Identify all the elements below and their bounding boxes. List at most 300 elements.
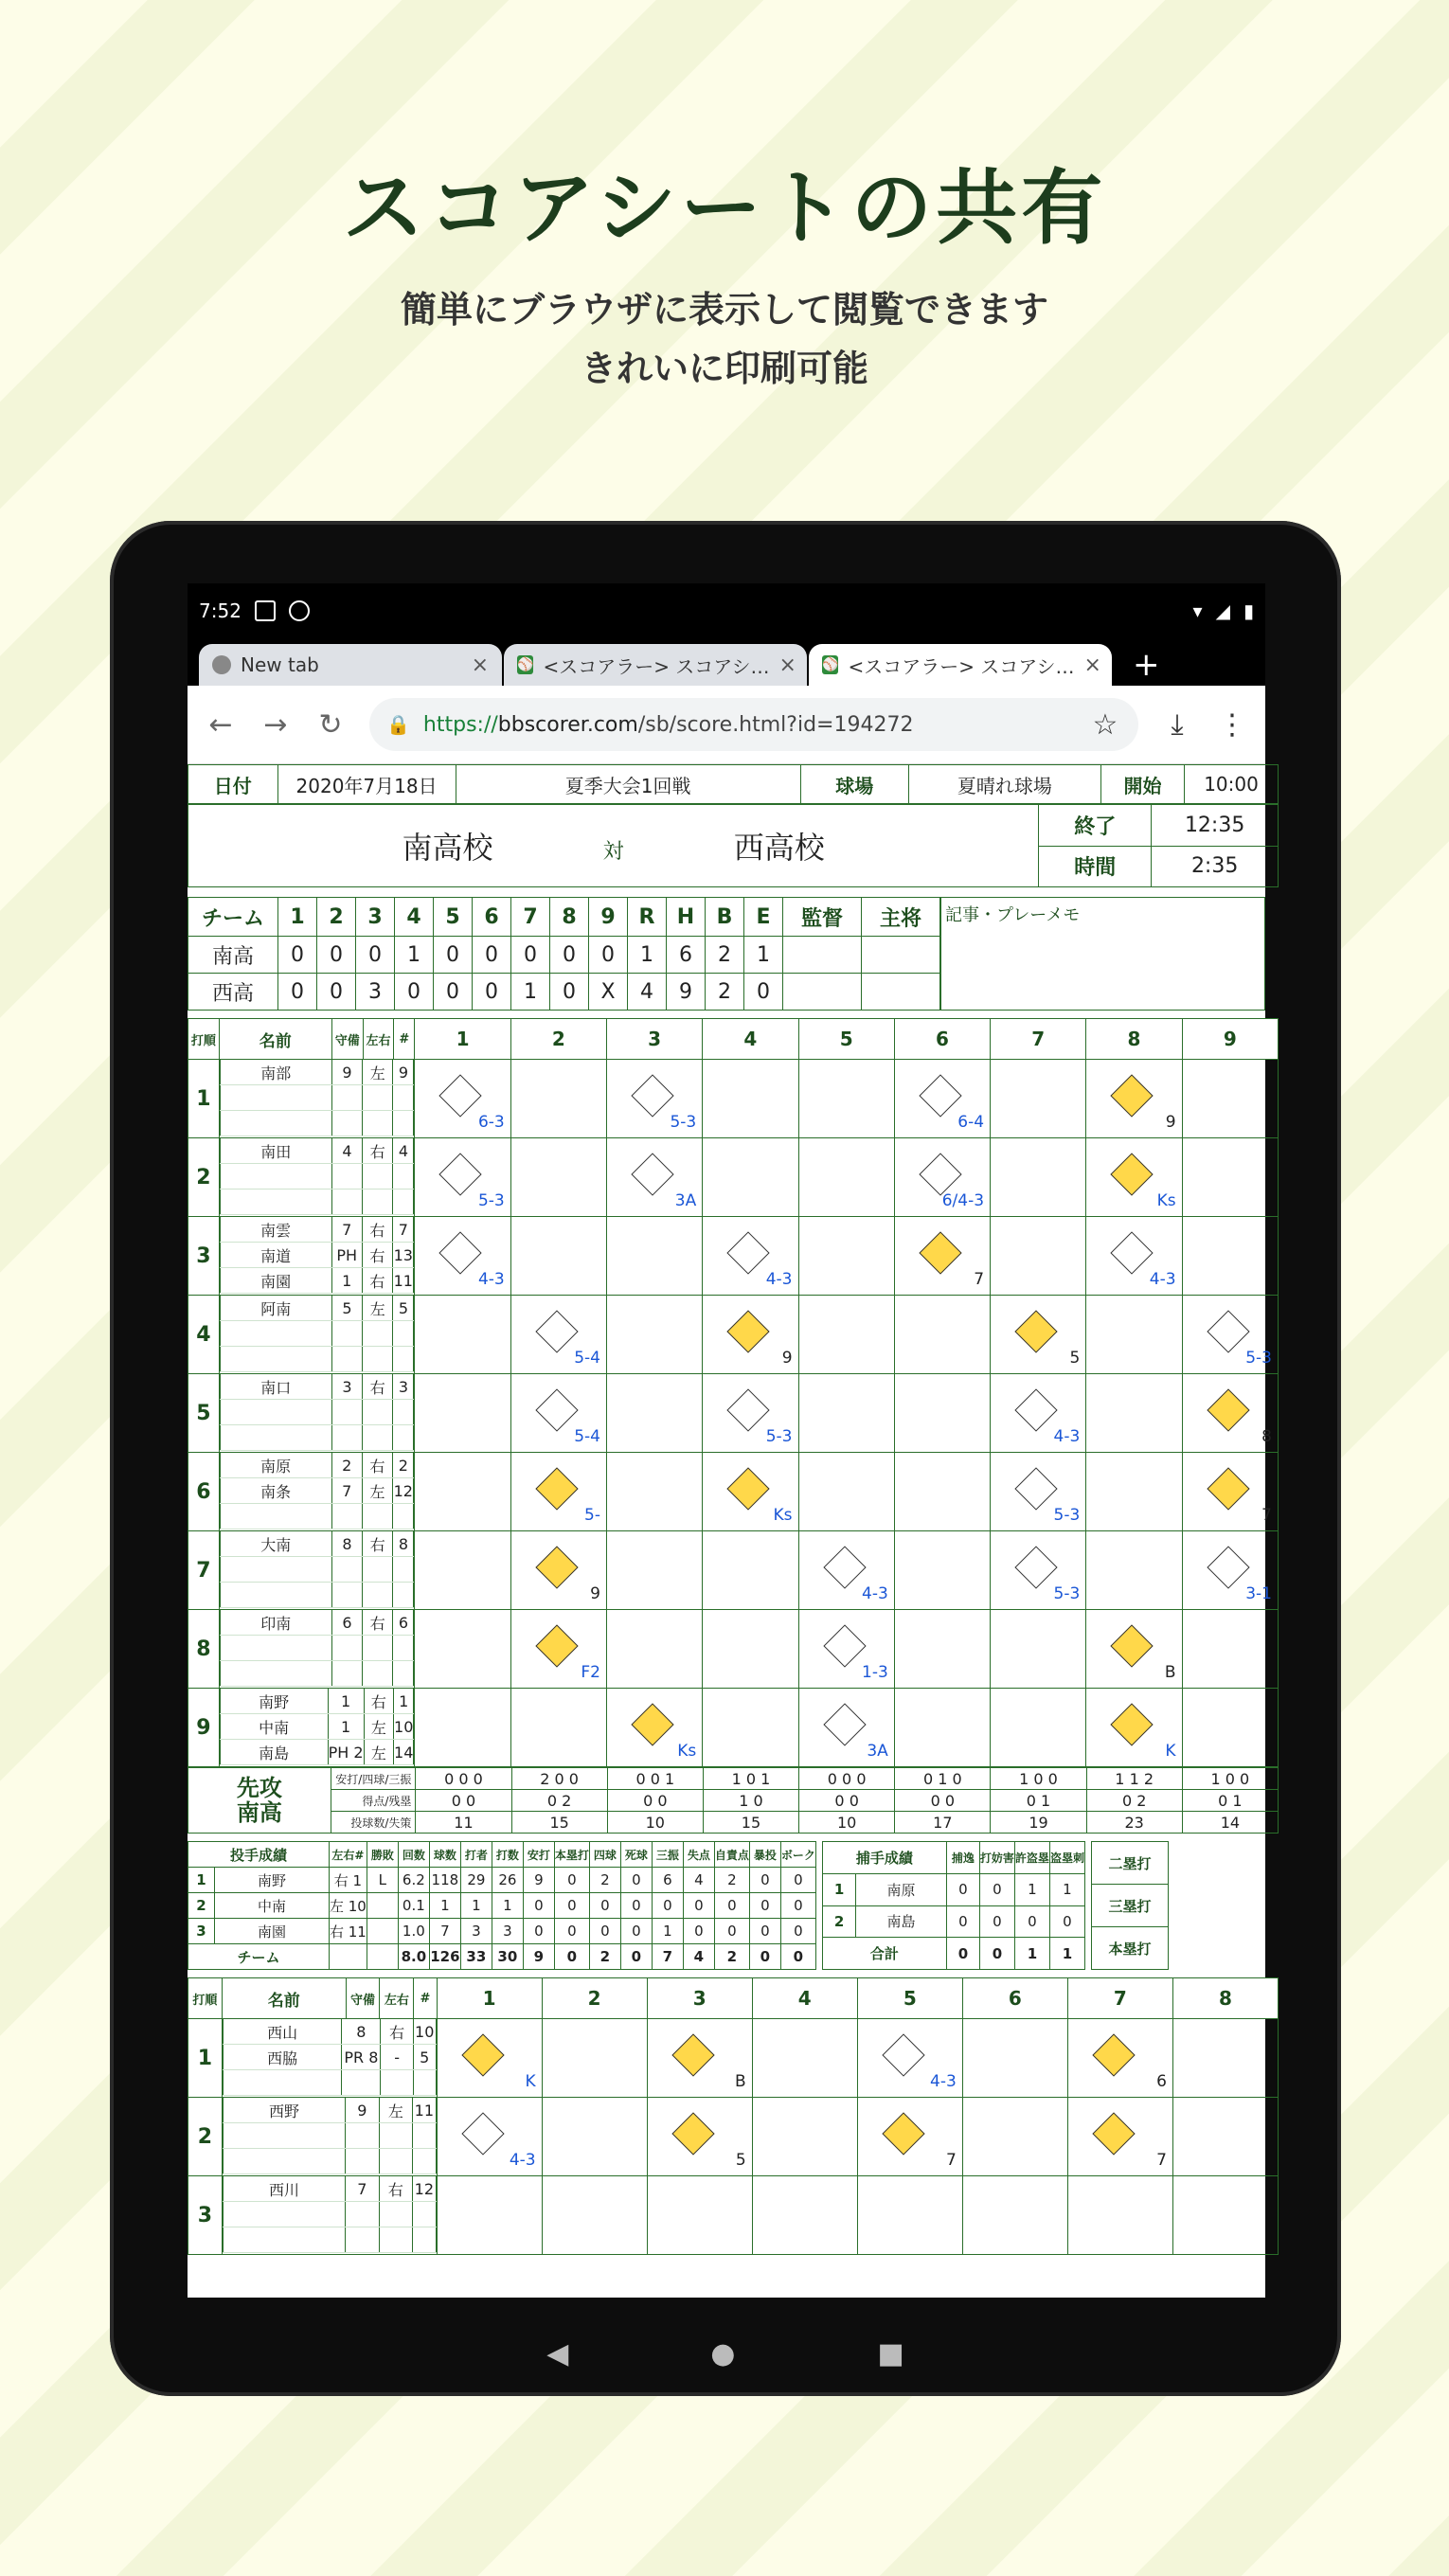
- extra-hits-table: [1091, 1841, 1169, 1970]
- line-score-header: 7: [511, 898, 550, 937]
- at-bat-cell: [606, 1374, 702, 1453]
- line-score-team: 南高: [188, 937, 278, 974]
- at-bat-cell: [991, 1453, 1086, 1531]
- player-bats: [379, 2227, 412, 2253]
- at-bat-cell: [798, 1060, 894, 1138]
- pitching-cell: 0: [780, 1893, 815, 1919]
- recents-nav-icon[interactable]: ■: [877, 2336, 904, 2370]
- at-bat-cell: [415, 1060, 510, 1138]
- player-list: [220, 1531, 415, 1608]
- at-bat-cell: [542, 2098, 647, 2176]
- menu-icon[interactable]: ⋮: [1218, 707, 1246, 742]
- player-position: [331, 1400, 362, 1425]
- pitching-team-cell: 4: [683, 1944, 714, 1970]
- pitching-cell: 右 1: [330, 1868, 367, 1893]
- catching-header: 捕手成績: [822, 1842, 946, 1874]
- player-bats: [363, 1347, 393, 1372]
- player-number: [393, 1557, 414, 1583]
- tab-new-tab[interactable]: [199, 644, 502, 686]
- line-score-cell: 9: [667, 974, 706, 1011]
- pitching-cell: 3: [492, 1919, 523, 1944]
- player-name: [220, 1085, 331, 1111]
- pitching-header: 勝敗: [367, 1842, 398, 1868]
- play-result: 4-3: [477, 1270, 505, 1289]
- player-number: [393, 1085, 414, 1111]
- pitching-team-cell: 0: [780, 1944, 815, 1970]
- end-label: 終了: [1039, 805, 1152, 847]
- line-score-header: 1: [278, 898, 317, 937]
- at-bat-cell: [1086, 1610, 1182, 1689]
- batting-header: 9: [1182, 1019, 1278, 1060]
- pitching-cell: L: [367, 1868, 398, 1893]
- line-score-team: 西高: [188, 974, 278, 1011]
- play-result: 7: [974, 1270, 985, 1289]
- duration: 2:35: [1152, 846, 1279, 887]
- player-number: 1: [393, 1689, 414, 1714]
- pitching-team-cell: [367, 1944, 398, 1970]
- base-diamond-icon: [439, 1231, 482, 1274]
- base-diamond-icon: [631, 1074, 673, 1117]
- player-bats: 右: [362, 1217, 392, 1243]
- line-score-header: 監督: [783, 898, 862, 937]
- at-bat-cell: [894, 1610, 990, 1689]
- line-score-header: R: [628, 898, 667, 937]
- base-diamond-icon: [439, 1153, 482, 1195]
- player-position: [331, 1085, 362, 1111]
- forward-icon[interactable]: →: [263, 707, 288, 742]
- player-names: [222, 2098, 437, 2176]
- player-list: [223, 2019, 437, 2096]
- player-name: 南島: [220, 1740, 328, 1765]
- reload-icon[interactable]: ↻: [318, 707, 343, 742]
- batting-header: 名前: [222, 1978, 346, 2019]
- at-bat-cell: [857, 2098, 962, 2176]
- pitching-cell: 2: [188, 1893, 215, 1919]
- at-bat-cell: [798, 1610, 894, 1689]
- pitching-header: 自責点: [714, 1842, 749, 1868]
- at-bat-cell: [1182, 1610, 1278, 1689]
- batting-header: 6: [894, 1019, 990, 1060]
- catching-cell: 0: [979, 1905, 1014, 1938]
- back-icon[interactable]: ←: [208, 707, 233, 742]
- line-score-header: 9: [589, 898, 628, 937]
- catching-total-cell: 0: [946, 1938, 979, 1970]
- player-number: [393, 1425, 414, 1451]
- player-number: [393, 1111, 414, 1136]
- batting-header: 7: [1067, 1978, 1172, 2019]
- new-tab-button[interactable]: +: [1133, 646, 1160, 684]
- player-name: 南条: [220, 1478, 331, 1504]
- play-result: 7: [1261, 1506, 1272, 1525]
- at-bat-cell: [510, 1610, 606, 1689]
- stat-value: 10: [607, 1812, 703, 1834]
- catching-total-cell: 0: [979, 1938, 1014, 1970]
- player-number: [393, 1504, 414, 1530]
- pitching-team-cell: 0: [749, 1944, 780, 1970]
- base-diamond-icon: [461, 2112, 504, 2155]
- player-number: 8: [393, 1531, 414, 1557]
- tab-scorer-2[interactable]: [809, 644, 1112, 686]
- batting-header: 4: [752, 1978, 857, 2019]
- play-result: 9: [1165, 1113, 1176, 1132]
- stat-value: 0 2: [1086, 1790, 1182, 1812]
- play-result: 6-4: [957, 1113, 985, 1132]
- catching-cell: 南原: [856, 1873, 947, 1905]
- play-result: 4-3: [862, 1584, 888, 1603]
- at-bat-cell: [415, 1296, 510, 1374]
- player-bats: [363, 1400, 393, 1425]
- player-position: [331, 1111, 362, 1136]
- batting-order: 3: [188, 1217, 220, 1296]
- at-bat-cell: [437, 2176, 542, 2255]
- top-stats-table: [188, 1767, 1279, 1834]
- player-number: [393, 1164, 414, 1190]
- base-diamond-icon: [919, 1231, 961, 1274]
- promo-subtitle-line2: きれいに印刷可能: [580, 348, 868, 389]
- at-bat-cell: [894, 1060, 990, 1138]
- at-bat-cell: [703, 1531, 798, 1610]
- pitching-cell: 1.0: [398, 1919, 429, 1944]
- pitching-header: 投手成績: [188, 1842, 330, 1868]
- play-result: 5-3: [1053, 1584, 1081, 1603]
- player-bats: [379, 2202, 412, 2227]
- battery-icon: ▮: [1243, 599, 1254, 622]
- player-number: 12: [413, 2176, 436, 2202]
- date-label: 日付: [188, 765, 278, 804]
- base-diamond-icon: [631, 1153, 673, 1195]
- player-number: [413, 2123, 436, 2149]
- pitching-cell: 南園: [215, 1919, 330, 1944]
- pitching-cell: 左 10: [330, 1893, 367, 1919]
- home-nav-icon[interactable]: ●: [710, 2336, 736, 2370]
- at-bat-cell: [437, 2098, 542, 2176]
- at-bat-cell: [991, 1296, 1086, 1374]
- start-label: 開始: [1101, 765, 1185, 804]
- base-diamond-icon: [535, 1624, 578, 1667]
- at-bat-cell: [991, 1531, 1086, 1610]
- player-name: [223, 2202, 345, 2227]
- game-info-table: [188, 764, 1279, 804]
- catching-header: 盗塁刺: [1049, 1842, 1084, 1874]
- at-bat-cell: [1182, 1217, 1278, 1296]
- pitching-cell: 中南: [215, 1893, 330, 1919]
- player-position: [331, 1347, 362, 1372]
- at-bat-cell: [415, 1453, 510, 1531]
- pitching-cell: 0: [683, 1919, 714, 1944]
- line-score-cell: [783, 937, 862, 974]
- base-diamond-icon: [535, 1310, 578, 1352]
- player-number: 3: [393, 1374, 414, 1400]
- player-position: 8: [342, 2019, 381, 2045]
- batting-header: 3: [606, 1019, 702, 1060]
- wifi-icon: ▾: [1192, 599, 1203, 622]
- stat-value: 0 0: [416, 1790, 511, 1812]
- player-names: [219, 1217, 415, 1296]
- at-bat-cell: [962, 2176, 1067, 2255]
- base-diamond-icon: [882, 2033, 924, 2076]
- player-bats: [363, 1425, 393, 1451]
- player-position: [331, 1164, 362, 1190]
- player-bats: 右: [363, 1531, 393, 1557]
- back-nav-icon[interactable]: ◀: [546, 2336, 569, 2370]
- player-name: 南道: [220, 1243, 331, 1268]
- player-bats: -: [381, 2045, 413, 2070]
- system-nav-bar: [110, 2311, 1341, 2396]
- base-diamond-icon: [671, 2112, 714, 2155]
- at-bat-cell: [1182, 1296, 1278, 1374]
- tab-label: <スコアラー> スコアシ…: [543, 654, 770, 678]
- player-bats: 右: [362, 1268, 392, 1294]
- play-result: Ks: [773, 1506, 793, 1525]
- player-number: 11: [413, 2098, 436, 2123]
- player-name: [223, 2123, 345, 2149]
- at-bat-cell: [798, 1296, 894, 1374]
- player-bats: [362, 1504, 392, 1530]
- batting-header: 1: [415, 1019, 510, 1060]
- at-bat-cell: [991, 1610, 1086, 1689]
- line-score-cell: [862, 937, 940, 974]
- player-name: 南部: [220, 1060, 331, 1085]
- base-diamond-icon: [1092, 2033, 1135, 2076]
- base-diamond-icon: [1014, 1467, 1057, 1510]
- sync-icon: [289, 600, 310, 621]
- play-result: 5-3: [1053, 1506, 1081, 1525]
- at-bat-cell: [510, 1453, 606, 1531]
- player-position: 6: [331, 1610, 362, 1636]
- play-result: 3-1: [1245, 1584, 1272, 1603]
- away-team: 西高校: [733, 830, 825, 866]
- line-score-cell: 0: [473, 974, 511, 1011]
- play-result: 9: [781, 1349, 793, 1368]
- play-result: 5-3: [1245, 1349, 1272, 1368]
- game-date: 2020年7月18日: [277, 765, 456, 804]
- player-position: [331, 1636, 362, 1661]
- promo-subtitle-line1: 簡単にブラウザに表示して閲覧できます: [400, 289, 1048, 331]
- player-bats: [363, 1164, 393, 1190]
- catching-header: 捕逸: [946, 1842, 979, 1874]
- catching-cell: 1: [822, 1873, 855, 1905]
- line-score-cell: 6: [667, 937, 706, 974]
- play-result: 4-3: [509, 2151, 536, 2170]
- player-names: [219, 1610, 415, 1689]
- catching-cell: 0: [979, 1873, 1014, 1905]
- at-bat-cell: [415, 1138, 510, 1217]
- pitching-cell: 南野: [215, 1868, 330, 1893]
- player-number: 5: [413, 2045, 436, 2070]
- stat-value: 14: [1182, 1812, 1278, 1834]
- pitching-cell: 0: [554, 1919, 589, 1944]
- player-name: [220, 1190, 331, 1215]
- player-bats: [363, 1111, 393, 1136]
- at-bat-cell: [1182, 1138, 1278, 1217]
- close-icon[interactable]: ×: [778, 653, 796, 677]
- line-score-header: H: [667, 898, 706, 937]
- catching-total-cell: 1: [1014, 1938, 1049, 1970]
- play-result: 1-3: [862, 1663, 888, 1682]
- line-score-cell: 0: [317, 974, 356, 1011]
- bookmark-star-icon[interactable]: ☆: [1092, 707, 1118, 742]
- player-position: [346, 2123, 379, 2149]
- at-bat-cell: [1182, 1531, 1278, 1610]
- at-bat-cell: [510, 1217, 606, 1296]
- at-bat-cell: [894, 1217, 990, 1296]
- play-result: 8: [1261, 1427, 1272, 1446]
- at-bat-cell: [703, 1374, 798, 1453]
- play-result: 9: [590, 1584, 600, 1603]
- stat-value: 1 0: [703, 1790, 798, 1812]
- base-diamond-icon: [535, 1388, 578, 1431]
- player-position: [346, 2227, 379, 2253]
- at-bat-cell: [894, 1374, 990, 1453]
- pitching-cell: 29: [460, 1868, 492, 1893]
- player-number: 4: [393, 1138, 414, 1164]
- download-icon[interactable]: ⤓: [1171, 707, 1184, 742]
- stat-value: 0 0 0: [416, 1768, 511, 1790]
- pitching-team-cell: 2: [714, 1944, 749, 1970]
- stat-value: 0 1 0: [895, 1768, 991, 1790]
- pitching-team-cell: 7: [652, 1944, 683, 1970]
- line-score-cell: 0: [278, 974, 317, 1011]
- batting-header: 守備: [346, 1978, 380, 2019]
- line-score-cell: 1: [395, 937, 434, 974]
- batting-order: 6: [188, 1453, 220, 1531]
- player-name: [220, 1583, 331, 1608]
- base-diamond-icon: [1111, 1624, 1154, 1667]
- pitching-area: [188, 1841, 1265, 1970]
- pitching-cell: 118: [429, 1868, 460, 1893]
- pitching-cell: 0: [554, 1893, 589, 1919]
- player-list: [220, 1610, 415, 1687]
- pitching-cell: 4: [683, 1868, 714, 1893]
- pitching-cell: 0: [554, 1868, 589, 1893]
- play-result: K: [1165, 1742, 1176, 1761]
- base-diamond-icon: [1111, 1231, 1154, 1274]
- base-diamond-icon: [1207, 1310, 1249, 1352]
- player-names: [222, 2176, 437, 2255]
- pitching-cell: 1: [652, 1919, 683, 1944]
- tab-scorer-1[interactable]: [504, 644, 807, 686]
- at-bat-cell: [894, 1138, 990, 1217]
- at-bat-cell: [991, 1374, 1086, 1453]
- at-bat-cell: [647, 2019, 752, 2098]
- player-position: 4: [331, 1138, 362, 1164]
- base-diamond-icon: [1111, 1703, 1154, 1745]
- at-bat-cell: [798, 1453, 894, 1531]
- pitching-header: 左右#: [330, 1842, 367, 1868]
- catching-cell: 0: [1014, 1905, 1049, 1938]
- player-name: [220, 1111, 331, 1136]
- at-bat-cell: [1086, 1374, 1182, 1453]
- play-result: 5-3: [765, 1427, 793, 1446]
- venue: 夏晴れ球場: [908, 765, 1100, 804]
- player-position: 2: [331, 1453, 362, 1478]
- player-position: [331, 1557, 362, 1583]
- player-names: [222, 2019, 437, 2098]
- line-score-cell: 4: [628, 974, 667, 1011]
- base-diamond-icon: [1111, 1153, 1154, 1195]
- line-score-cell: 0: [589, 937, 628, 974]
- at-bat-cell: [703, 1217, 798, 1296]
- player-list: [220, 1689, 415, 1765]
- player-position: 9: [346, 2098, 379, 2123]
- at-bat-cell: [415, 1689, 510, 1767]
- catching-header: 許盗塁: [1014, 1842, 1049, 1874]
- player-bats: [381, 2070, 413, 2096]
- play-result: 5-3: [670, 1113, 697, 1132]
- pitching-cell: 0: [780, 1868, 815, 1893]
- extra-hit-label: 三塁打: [1091, 1885, 1168, 1927]
- base-diamond-icon: [727, 1388, 770, 1431]
- stat-value: 0 1: [1182, 1790, 1278, 1812]
- at-bat-cell: [647, 2098, 752, 2176]
- at-bat-cell: [1182, 1689, 1278, 1767]
- line-score-cell: 0: [395, 974, 434, 1011]
- address-bar[interactable]: [369, 698, 1138, 751]
- line-score-cell: 0: [278, 937, 317, 974]
- line-score-cell: 1: [744, 937, 783, 974]
- stat-value: 17: [895, 1812, 991, 1834]
- at-bat-cell: [752, 2098, 857, 2176]
- tablet-frame: [110, 521, 1341, 2396]
- player-bats: 左: [364, 1740, 393, 1765]
- base-diamond-icon: [1111, 1074, 1154, 1117]
- at-bat-cell: [703, 1138, 798, 1217]
- stat-value: 0 0 1: [607, 1768, 703, 1790]
- stat-value: 11: [416, 1812, 511, 1834]
- player-number: 11: [393, 1268, 414, 1294]
- play-result: F2: [581, 1663, 600, 1682]
- team-side-label: 先攻 南高: [188, 1768, 331, 1834]
- at-bat-cell: [606, 1453, 702, 1531]
- at-bat-cell: [415, 1217, 510, 1296]
- base-diamond-icon: [919, 1074, 961, 1117]
- line-score-header: E: [744, 898, 783, 937]
- player-position: 1: [328, 1714, 364, 1740]
- at-bat-cell: [1182, 1453, 1278, 1531]
- at-bat-cell: [510, 1689, 606, 1767]
- stat-label: 投球数/失策: [331, 1812, 416, 1834]
- line-score-cell: 0: [434, 974, 473, 1011]
- play-result: B: [1164, 1663, 1176, 1682]
- batting-header: 2: [542, 1978, 647, 2019]
- player-name: [223, 2227, 345, 2253]
- player-bats: 左: [363, 1296, 393, 1321]
- player-bats: 右: [381, 2019, 413, 2045]
- player-name: 南原: [220, 1453, 331, 1478]
- stat-value: 1 1 2: [1086, 1768, 1182, 1790]
- duration-label: 時間: [1039, 846, 1152, 887]
- pitching-team-cell: 2: [589, 1944, 620, 1970]
- close-icon[interactable]: ×: [471, 653, 489, 677]
- at-bat-cell: [415, 1374, 510, 1453]
- play-result: 4-3: [1053, 1427, 1081, 1446]
- promo-title: スコアシートの共有: [342, 161, 1107, 256]
- player-position: 7: [331, 1478, 362, 1504]
- player-number: [393, 1661, 414, 1687]
- at-bat-cell: [1172, 2019, 1278, 2098]
- tablet-screen: [188, 583, 1272, 2298]
- line-score-area: [188, 893, 1265, 1011]
- player-bats: 左: [364, 1714, 393, 1740]
- at-bat-cell: [606, 1531, 702, 1610]
- close-icon[interactable]: ×: [1083, 653, 1101, 677]
- at-bat-cell: [857, 2019, 962, 2098]
- stat-value: 0 2: [511, 1790, 607, 1812]
- vs-label: 対: [602, 840, 624, 864]
- batting-header: #: [414, 1978, 437, 2019]
- player-bats: [363, 1557, 393, 1583]
- player-position: PH: [331, 1243, 362, 1268]
